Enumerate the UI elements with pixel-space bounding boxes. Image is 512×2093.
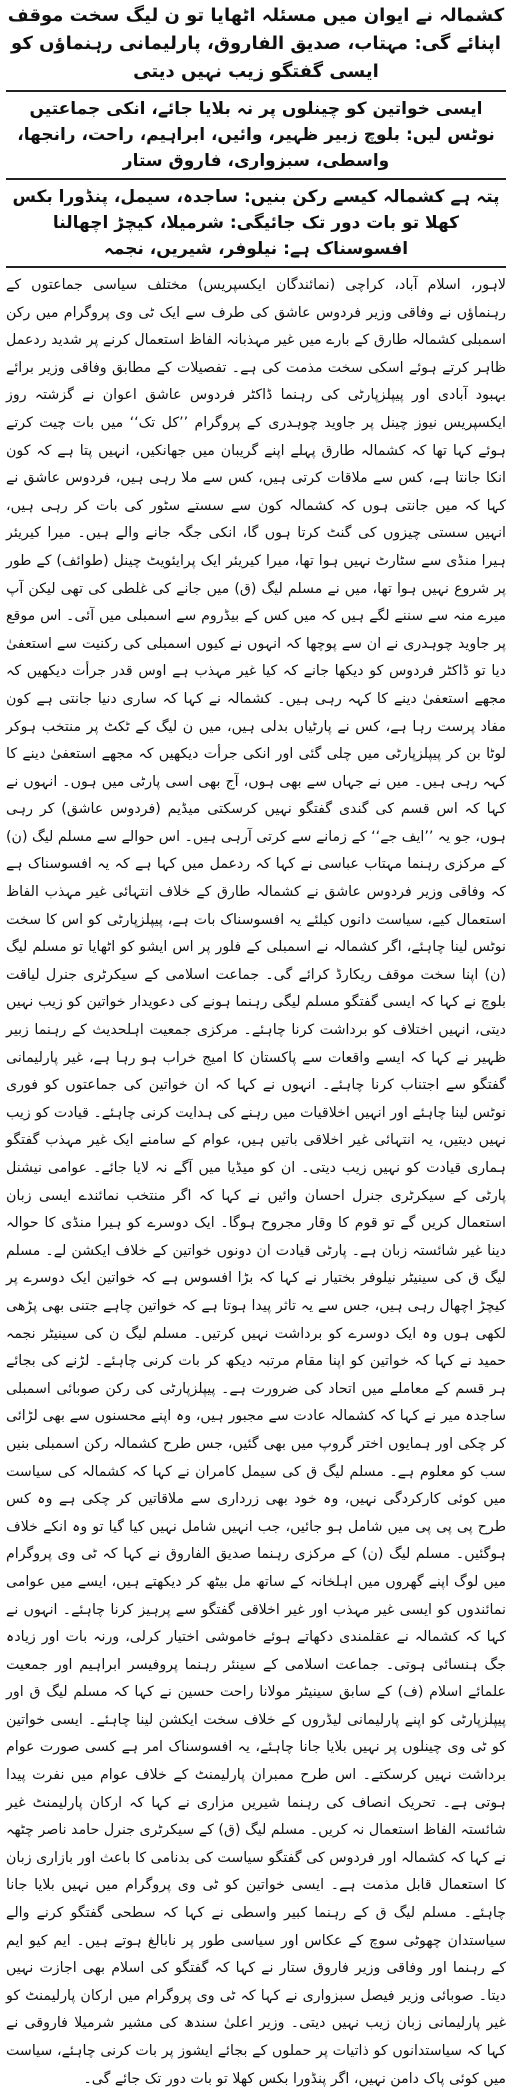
divider: [6, 266, 506, 268]
sub-headline-1: ایسی خواتین کو چینلوں پر نہ بلایا جائے، انکی جماعتیں نوٹس لیں: بلوچ زبیر ظہیر، وائیں، ابراہیم، راحت، رانجھا، واسطی، سبزواری، فاروق ستار: [17, 99, 495, 171]
article-body: لاہور، اسلام آباد، کراچی (نمائندگان ایکسپریس) مختلف سیاسی جماعتوں کے رہنماؤں نے وفاقی وزیر فردوس عاشق کی طرف سے ایک ٹی وی پروگرام میں رکن اسمبلی کشمالہ طارق کے بارے میں غیر مہذبانہ الفاظ استعمال کرنے پر شدید ردعمل ظاہر کرتے ہوئے اسکی سخت مذمت کی ہے۔ تفصیلات کے مطابق وفاقی وزیر برائے بہبود آبادی اور پیپلزپارٹی کی رہنما ڈاکٹر فردوس عاشق اعوان نے گزشتہ روز ایکسپریس نیوز چینل پر جاوید چوہدری کے پروگرام ’’کل تک‘‘ میں بات چیت کرتے ہوئے کہا تھا کہ کشمالہ طارق پہلے اپنے گریبان میں جھانکیں، انہیں پتا ہے کہ کون انکا جانتا ہے، کس سے ملاقات کرتی ہیں، کس سے ملا رہی ہیں، فردوس عاشق نے کہا کہ میں جانتی ہوں کہ کشمالہ کون سے سستے سٹور کی بات کر رہی ہیں، انہیں سستی چیزوں کی گنٹ کرتا ہوں گا، انکی جگہ جانے والے ہیں۔ میرا کیریئر ہیرا منڈی سے سٹارٹ نہیں ہوا تھا، میرا کیریئر ایک پرایئویٹ چینل (طوائف) کے طور پر شروع نہیں ہوا تھا، میں نے مسلم لیگ (ق) میں جانے کی غلطی کی تھی لیکن آپ میرے منہ سے سننے لگے ہیں کہ میں کس کے بیڈروم سے اسمبلی میں آئی۔ اس موقع پر جاوید چوہدری نے ان سے پوچھا کہ انہوں نے کیوں اسمبلی کی رکنیت سے استعفیٰ دیا تو ڈاکٹر فردوس کو دیکھا جانے کہ کیا غیر مہذب ہے اوس قدر جرأت دیکھیں کہ مجھے استعفیٰ دینے کا کہہ رہی ہیں۔ کشمالہ نے کہا کہ ساری دنیا جانتی ہے کون مفاد پرست رہا ہے، کس نے پارٹیاں بدلی ہیں، میں ن لیگ کے ٹکٹ پر منتخب ہوکر لوٹا بن کر پیپلزپارٹی میں چلی گئی اور انکی جرأت دیکھیں کہ مجھے استعفیٰ دینے کا کہہ رہی ہیں۔ میں نے جہاں سے بھی ہوں، آج بھی اسی پارٹی میں ہوں۔ انہوں نے کہا کہ اس قسم کی گندی گفتگو نہیں کرسکتی میڈیم (فردوس عاشق) کر رہی ہوں، جو یہ ’’ایف جے‘‘ کے زمانے سے کرتی آرہی ہیں۔ اس حوالے سے مسلم لیگ (ن) کے مرکزی رہنما مہتاب عباسی نے کہا کہ ردعمل میں کہا ہے کہ یہ افسوسناک ہے کہ وفاقی وزیر فردوس عاشق نے کشمالہ طارق کے خلاف انتہائی غیر مہذب الفاظ استعمال کیے، سیاست دانوں کیلئے یہ افسوسناک بات ہے، پیپلزپارٹی کو اس کا سخت نوٹس لینا چاہئے، اگر کشمالہ نے اسمبلی کے فلور پر اس ایشو کو اٹھایا تو مسلم لیگ (ن) اپنا سخت موقف ریکارڈ کرائے گی۔ جماعت اسلامی کے سیکرٹری جنرل لیاقت بلوچ نے کہا کہ ایسی گفتگو مسلم لیگی رہنما ہونے کی دعویدار خواتین کو زیب نہیں دیتی، انہیں اختلاف کو برداشت کرنا چاہئے۔ مرکزی جمعیت اہلحدیث کے رہنما زبیر ظہیر نے کہا کہ ایسے واقعات سے پاکستان کا امیج خراب ہو رہا ہے، غیر پارلیمانی گفتگو سے اجتناب کرنا چاہئے۔ انہوں نے کہا کہ ان خواتین کی جماعتوں کو فوری نوٹس لینا چاہئے اور انہیں اخلاقیات میں رہنے کی ہدایت کرنی چاہئے۔ قیادت کو زیب نہیں دیتیں، یہ انتہائی غیر اخلاقی باتیں ہیں، عوام کے سامنے ایک غیر مہذب گفتگو ہماری قیادت کو نہیں زیب دیتی۔ ان کو میڈیا میں آگے نہ لایا جائے۔ عوامی نیشنل پارٹی کے سیکرٹری جنرل احسان وائیں نے کہا کہ اگر منتخب نمائندے ایسی زبان استعمال کریں گے تو قوم کا وقار مجروح ہوگا۔ ایک دوسرے کو ہیرا منڈی کا حوالہ دینا غیر شائستہ زبان ہے۔ پارٹی قیادت ان دونوں خواتین کے خلاف ایکشن لے۔ مسلم لیگ ق کی سینیٹر نیلوفر بختیار نے کہا کہ بڑا افسوس ہے کہ خواتین ایک دوسرے پر کیچڑ اچھال رہی ہیں، جس سے یہ تاثر پیدا ہوتا ہے کہ خواتین چاہے جتنی بھی پڑھی لکھی ہوں وہ ایک دوسرے کو برداشت نہیں کرتیں۔ مسلم لیگ ن کی سینیٹر نجمہ حمید نے کہا کہ خواتین کو اپنا مقام مرتبہ دیکھ کر بات کرنی چاہئے۔ لڑنے کی بجائے ہر قسم کے معاملے میں اتحاد کی ضرورت ہے۔ پیپلزپارٹی کی رکن صوبائی اسمبلی ساجدہ میر نے کہا کہ کشمالہ عادت سے مجبور ہیں، وہ اپنے محسنوں سے بھی لڑائی کر چکی اور ہمایوں اختر گروپ میں بھی گئیں، جس طرح کشمالہ رکن اسمبلی بنیں سب کو معلوم ہے۔ مسلم لیگ ق کی سیمل کامران نے کہا کہ کشمالہ کی سیاست میں کوئی کارکردگی نہیں، وہ خود بھی زرداری سے ملاقاتیں کر چکی ہے وہ کس طرح پی پی پی میں شامل ہو جائیں، جب انہیں شامل نہیں کیا گیا تو وہ انکے خلاف ہوگئیں۔ مسلم لیگ (ن) کے مرکزی رہنما صدیق الفاروق نے کہا کہ ٹی وی پروگرام میں لوگ اپنے گھروں میں اہلخانہ کے ساتھ مل بیٹھ کر دیکھتے ہیں، ایسے میں عوامی نمائندوں کو ایسی غیر مہذب اور غیر اخلاقی گفتگو سے پرہیز کرنا چاہئے۔ انہوں نے کہا کہ کشمالہ نے عقلمندی دکھاتے ہوئے خاموشی اختیار کرلی، ورنہ بات اور زیادہ جگ ہنسائی ہوتی۔ جماعت اسلامی کے سینئر رہنما پروفیسر ابراہیم اور جمعیت علمائے اسلام (ف) کے سابق سینیٹر مولانا راحت حسین نے کہا کہ مسلم لیگ ق اور پیپلزپارٹی کو اپنے پارلیمانی لیڈروں کے خلاف سخت ایکشن لینا چاہئے۔ ایسی خواتین کو ٹی وی چینلوں پر نہیں بلایا جانا چاہئے، یہ افسوسناک امر ہے کسی صورت عوام برداشت نہیں کرسکتے۔ اس طرح ممبران پارلیمنٹ کے خلاف عوام میں نفرت پیدا ہوتی ہے۔ تحریک انصاف کی رہنما شیریں مزاری نے کہا کہ ارکان پارلیمنٹ غیر شائستہ الفاظ استعمال نہ کریں۔ مسلم لیگ (ق) کے سیکرٹری جنرل حامد ناصر چٹھہ نے کہا کہ کشمالہ اور فردوس کی گفتگو سیاست کی بدنامی کا باعث اور بازاری زبان کا استعمال قابل مذمت ہے۔ ایسی خواتین کو ٹی وی پروگرام میں نہیں بلایا جانا چاہئے۔ مسلم لیگ ق کے رہنما کبیر واسطی نے کہا کہ سطحی گفتگو کرنے والے سیاستدان چھوٹی سوچ کے عکاس اور سیاسی طور پر نابالغ ہوتے ہیں۔ ایم کیو ایم کے رہنما اور وفاقی وزیر فاروق ستار نے کہا کہ گفتگو کی اسلام بھی اجازت نہیں دیتا۔ صوبائی وزیر فیصل سبزواری نے کہا کہ ٹی وی پروگرام میں ارکان پارلیمنٹ کو غیر پارلیمانی زبان زیب نہیں دیتی۔ وزیر اعلیٰ سندھ کی مشیر شرمیلا فاروقی نے کہا کہ سیاستدانوں کو ذاتیات پر حملوں کے بجائے ایشوز پر بات کرنی چاہئے، سیاست میں کوئی پاک دامن نہیں، اگر پنڈورا بکس کھلا تو بات دور تک جائے گی۔: [6, 277, 506, 2087]
divider: [6, 178, 506, 180]
sub-headline-2: پتہ ہے کشمالہ کیسے رکن بنیں: ساجدہ، سیمل، پنڈورا بکس کھلا تو بات دور تک جائیگی: شرمیلا، کیچڑ اچھالنا افسوسناک ہے: نیلوفر، شیریں، نجمہ: [12, 187, 500, 259]
main-headline: کشمالہ نے ایوان میں مسئلہ اٹھایا تو ن لیگ سخت موقف اپنائے گی: مہتاب، صدیق الفاروق، پارلیمانی رہنماؤں کو ایسی گفتگو زیب نہیں دیتی: [7, 5, 505, 82]
divider: [6, 90, 506, 92]
